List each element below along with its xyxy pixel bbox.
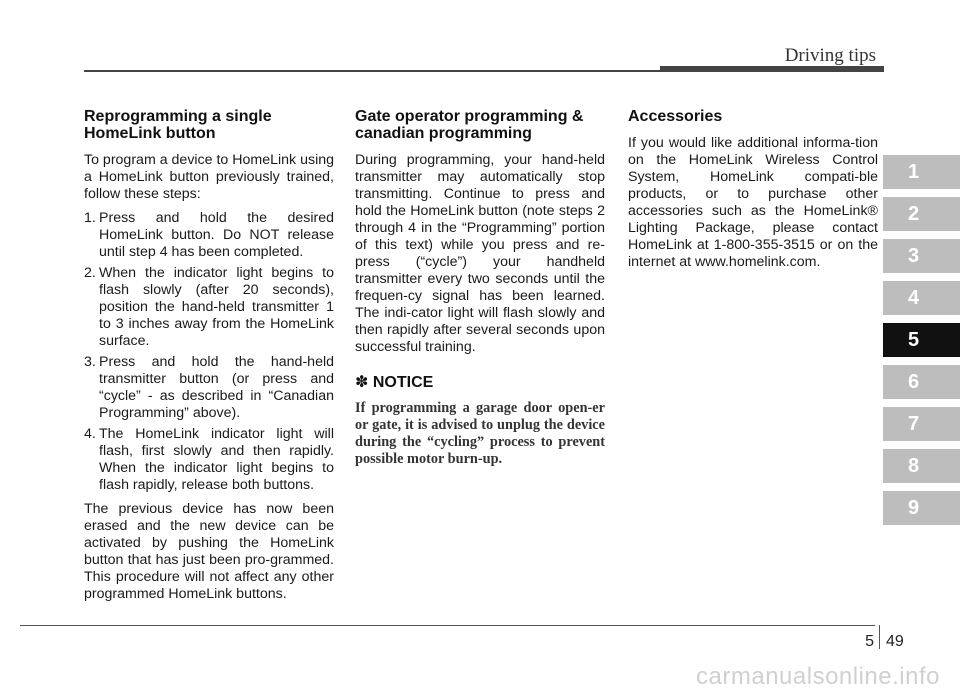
- chapter-tab-9[interactable]: 9: [883, 491, 960, 525]
- section-heading-reprogramming: [84, 108, 334, 142]
- step-number: 2.: [84, 265, 96, 281]
- step-item: [84, 210, 334, 261]
- page-number: [854, 633, 904, 651]
- step-text: When the indicator light begins to flash slowly (after 20 seconds), position the hand-held transmitter 1 to 3 inches away from the HomeLink surface.: [99, 265, 334, 349]
- watermark: carmanualsonline.info: [696, 663, 940, 690]
- chapter-number: 5: [865, 633, 874, 650]
- column-reprogramming: [84, 108, 334, 610]
- page-header-title: Driving tips: [784, 45, 876, 66]
- accessories-paragraph: If you would like additional informa-tion on the HomeLink Wireless Control System, HomeLink compati-ble products, or to purchase other accessories such as the HomeLink® Lighting Package, please contact HomeLink at 1-800-355-3515 or on the internet at www.homelink.com.: [628, 135, 878, 270]
- section-heading-accessories: Accessories: [628, 108, 723, 125]
- step-text: Press and hold the hand-held transmitter button (or press and “cycle” - as described in “Canadian Programming” above).: [99, 354, 334, 421]
- step-text: The HomeLink indicator light will flash, first slowly and then rapidly. When the indicator light begins to flash rapidly, release both buttons.: [99, 426, 334, 493]
- heading-line: Reprogramming a single: [84, 108, 272, 125]
- heading-line: HomeLink button: [84, 125, 216, 142]
- column-gate-operator: [355, 108, 605, 468]
- steps-list: [84, 210, 334, 494]
- footer-rule: [20, 625, 875, 626]
- chapter-tab-5[interactable]: 5: [883, 323, 960, 357]
- step-item: [84, 426, 334, 494]
- step-item: [84, 265, 334, 350]
- chapter-tab-6[interactable]: 6: [883, 365, 960, 399]
- gate-operator-paragraph: During programming, your hand-held transmitter may automatically stop transmitting. Continue to press and hold the HomeLink button (note steps 2 through 4 in the “Programming” portion of this text) while you press and re-press (“cycle”) your handheld transmitter every two seconds until the frequen-cy signal has been learned. The indi-cator light will flash slowly and then rapidly after several seconds upon successful training.: [355, 152, 605, 355]
- chapter-tab-1[interactable]: 1: [883, 155, 960, 189]
- chapter-tabs: [883, 155, 960, 533]
- intro-paragraph: To program a device to HomeLink using a HomeLink button previously trained, follow these steps:: [84, 152, 334, 202]
- chapter-tab-7[interactable]: 7: [883, 407, 960, 441]
- step-number: 3.: [84, 354, 96, 370]
- step-number: 1.: [84, 210, 96, 226]
- chapter-tab-2[interactable]: 2: [883, 197, 960, 231]
- section-heading-gate-operator: [355, 108, 605, 142]
- page-number-value: 49: [886, 633, 904, 650]
- heading-line: canadian programming: [355, 125, 532, 142]
- step-text: Press and hold the desired HomeLink button. Do NOT release until step 4 has been completed.: [99, 210, 334, 260]
- step-number: 4.: [84, 426, 96, 442]
- chapter-tab-8[interactable]: 8: [883, 449, 960, 483]
- step-item: [84, 354, 334, 422]
- heading-line: Gate operator programming &: [355, 108, 584, 125]
- chapter-tab-3[interactable]: 3: [883, 239, 960, 273]
- notice-body: If programming a garage door open-er or gate, it is advised to unplug the device during the “cycling” process to prevent possible motor burn-up.: [355, 400, 605, 467]
- header-rule-accent: [660, 66, 884, 72]
- closing-paragraph: The previous device has now been erased and the new device can be activated by pushing the HomeLink button that has just been pro-grammed. This procedure will not affect any other programmed HomeLink buttons.: [84, 501, 334, 602]
- column-accessories: [628, 108, 878, 278]
- chapter-tab-4[interactable]: 4: [883, 281, 960, 315]
- notice-title: ✽ NOTICE: [355, 374, 434, 391]
